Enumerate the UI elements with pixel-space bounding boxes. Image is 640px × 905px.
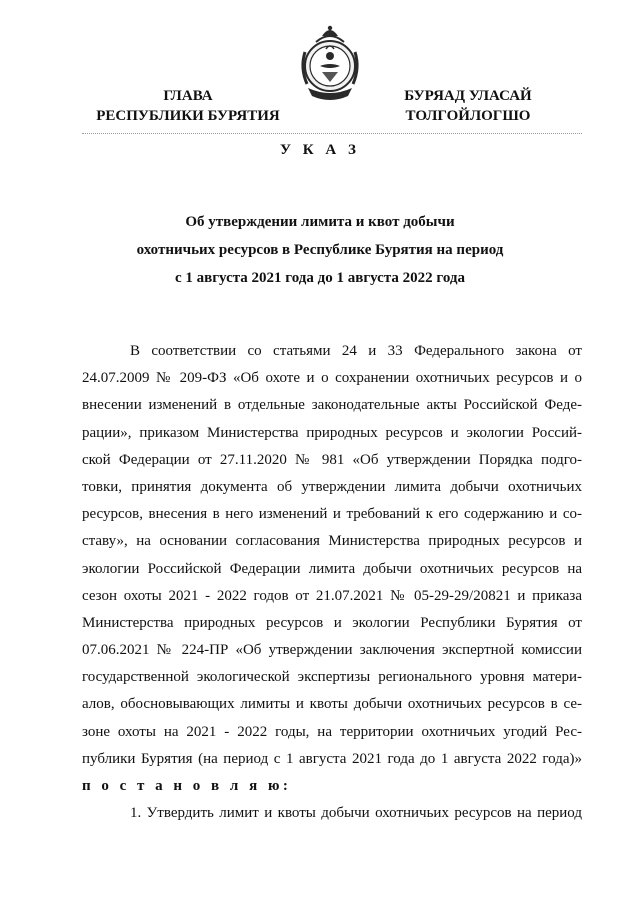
coat-of-arms-icon	[298, 22, 362, 104]
document-type: У К А З	[280, 142, 360, 158]
body-line: 07.06.2021 № 224-ПР «Об утверждении заключения экспертной комиссии	[82, 642, 582, 659]
issuer-title-line: РЕСПУБЛИКИ БУРЯТИЯ	[96, 108, 280, 124]
decree-word: п о с т а н о в л я ю:	[82, 778, 292, 794]
title-line: охотничьих ресурсов в Республике Бурятия на период	[136, 242, 504, 258]
body-line: внесении изменений в отдельные законодательные акты Российской Феде-	[82, 397, 582, 414]
header-divider	[82, 133, 582, 134]
title-line: с 1 августа 2021 года до 1 августа 2022 года	[174, 270, 465, 286]
issuer-title-buryat	[388, 86, 548, 126]
body-line: рации», приказом Министерства природных ресурсов и экологии Россий-	[82, 424, 582, 441]
issuer-title-line: ТОЛГОЙЛОГШО	[405, 108, 531, 124]
body-line: ресурсов, внесения в него изменений и требований к его содержанию и со-	[82, 506, 582, 523]
body-line: Министерства природных ресурсов и экологии Республики Бурятия от	[82, 614, 582, 631]
issuer-title-line: БУРЯАД УЛАСАЙ	[404, 88, 532, 104]
clause-1: 1. Утвердить лимит и квоты добычи охотничьих ресурсов на период	[130, 805, 582, 821]
decree-word-line	[82, 773, 582, 800]
preamble-paragraph	[82, 338, 582, 800]
body-line: публики Бурятия (на период с 1 августа 2021 года до 1 августа 2022 года)»	[82, 750, 582, 767]
body-line: сезон охоты 2021 - 2022 годов от 21.07.2021 № 05-29-29/20821 и приказа	[82, 587, 582, 604]
body-line: экологии Российской Федерации лимита добычи охотничьих ресурсов на	[82, 560, 582, 577]
title-line: Об утверждении лимита и квот добычи	[185, 214, 455, 230]
body-line: зоне охоты на 2021 - 2022 годы, на территории охотничьих угодий Рес-	[82, 723, 582, 740]
document-title	[0, 208, 640, 292]
body-line: 24.07.2009 № 209-ФЗ «Об охоте и о сохранении охотничьих ресурсов и о	[82, 370, 582, 387]
issuer-title-russian	[88, 86, 288, 126]
issuer-title-line: ГЛАВА	[163, 88, 213, 104]
body-line: ской Федерации от 27.11.2020 № 981 «Об утверждении Порядка подго-	[82, 451, 582, 468]
body-line: В соответствии со статьями 24 и 33 Федерального закона от	[130, 343, 582, 359]
body-line: алов, обосновывающих лимиты и квоты добычи охотничьих ресурсов в се-	[82, 696, 582, 713]
body-line: товки, принятия документа об утверждении лимита добычи охотничьих	[82, 478, 582, 495]
body-line: государственной экологической экспертизы регионального уровня матери-	[82, 669, 582, 686]
body-line: ставу», на основании согласования Министерства природных ресурсов и	[82, 533, 582, 550]
